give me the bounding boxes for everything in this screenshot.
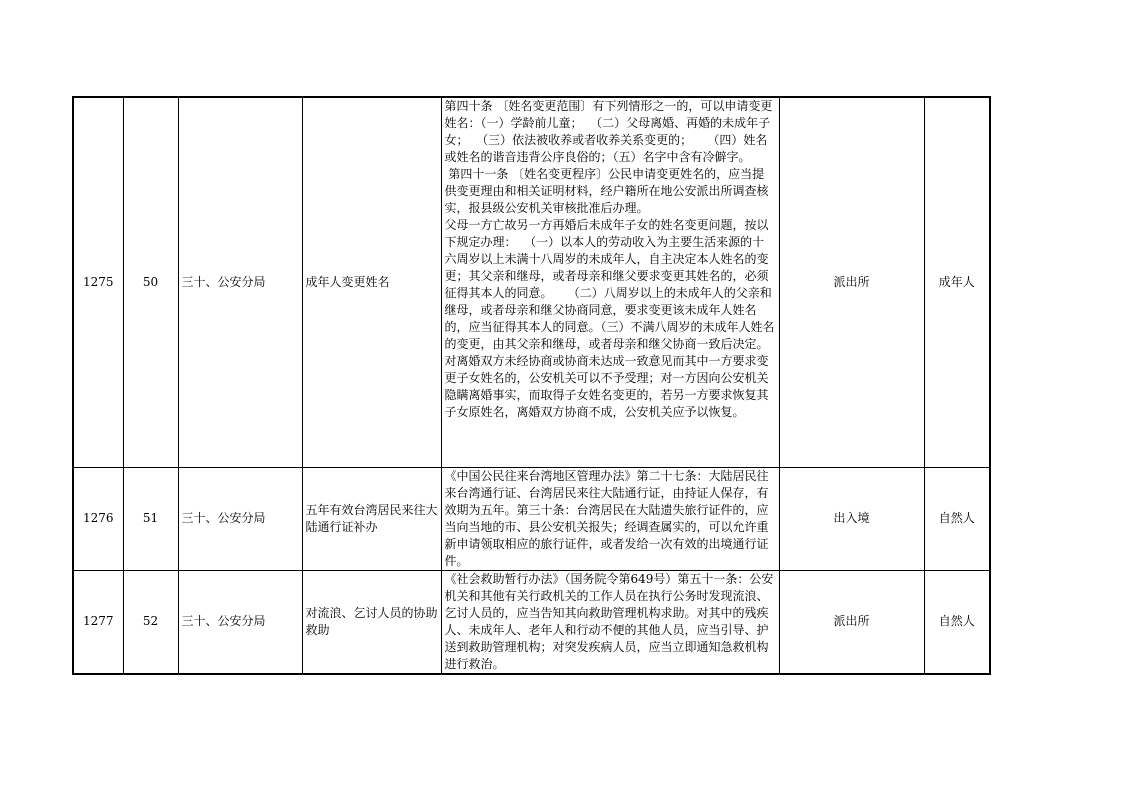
table-row: [73, 97, 990, 467]
row-dept-cell: 三十、公安分局: [178, 570, 302, 674]
row-item-cell: 对流浪、乞讨人员的协助救助: [302, 570, 441, 674]
row-seq-cell: 1275: [73, 97, 123, 467]
row-basis-cell: 《中国公民往来台湾地区管理办法》第二十七条：大陆居民往来台湾通行证、台湾居民来往大陆通行证，由持证人保存，有效期为五年。第三十条：台湾居民在大陆遗失旅行证件的，应当向当地的市、县公安机关报失；经调查属实的，可以允许重新申请领取相应的旅行证件，或者发给一次有效的出境通行证件。: [441, 467, 779, 570]
row-dept-cell: 三十、公安分局: [178, 97, 302, 467]
row-item-cell: 五年有效台湾居民来往大陆通行证补办: [302, 467, 441, 570]
row-item-cell: 成年人变更姓名: [302, 97, 441, 467]
row-target-cell: 自然人: [924, 467, 990, 570]
row-basis-cell: 《社会救助暂行办法》（国务院令第649号）第五十一条：公安机关和其他有关行政机关的工作人员在执行公务时发现流浪、乞讨人员的，应当告知其向救助管理机构求助。对其中的残疾人、未成年人、老年人和行动不便的其他人员，应当引导、护送到救助管理机构；对突发疾病人员，应当立即通知急救机构进行救治。: [441, 570, 779, 674]
row-target-cell: 成年人: [924, 97, 990, 467]
row-target-cell: 自然人: [924, 570, 990, 674]
row-unit-cell: 派出所: [779, 97, 924, 467]
row-num-cell: 50: [123, 97, 178, 467]
row-seq-cell: 1276: [73, 467, 123, 570]
row-unit-cell: 出入境: [779, 467, 924, 570]
row-seq-cell: 1277: [73, 570, 123, 674]
service-items-table: [72, 96, 991, 675]
row-basis-cell: 第四十条 〔姓名变更范围〕有下列情形之一的，可以申请变更姓名：（一）学龄前儿童； （二）父母离婚、再婚的未成年子女； （三）依法被收养或者收养关系变更的； （四）姓名或姓名的谐音违背公序良俗的；（五）名字中含有冷僻字。 第四十一条 〔姓名变更程序〕公民申请变更姓名的，应当提供变更理由和相关证明材料，经户籍所在地公安派出所调查核实，报县级公安机关审核批准后办理。 父母一方亡故另一方再婚后未成年子女的姓名变更问题，按以下规定办理： （一）以本人的劳动收入为主要生活来源的十六周岁以上未满十八周岁的未成年人，自主决定本人姓名的变更；其父亲和继母，或者母亲和继父要求变更其姓名的，必须征得其本人的同意。 （二）八周岁以上的未成年人的父亲和继母，或者母亲和继父协商同意，要求变更该未成年人姓名的，应当征得其本人的同意。（三）不满八周岁的未成年人姓名的变更，由其父亲和继母，或者母亲和继父协商一致后决定。对离婚双方未经协商或协商未达成一致意见而其中一方要求变更子女姓名的，公安机关可以不予受理；对一方因向公安机关隐瞒离婚事实，而取得子女姓名变更的，若另一方要求恢复其子女原姓名，离婚双方协商不成，公安机关应予以恢复。: [441, 97, 779, 467]
table-row: [73, 570, 990, 674]
row-dept-cell: 三十、公安分局: [178, 467, 302, 570]
table-row: [73, 467, 990, 570]
row-num-cell: 51: [123, 467, 178, 570]
row-num-cell: 52: [123, 570, 178, 674]
row-unit-cell: 派出所: [779, 570, 924, 674]
